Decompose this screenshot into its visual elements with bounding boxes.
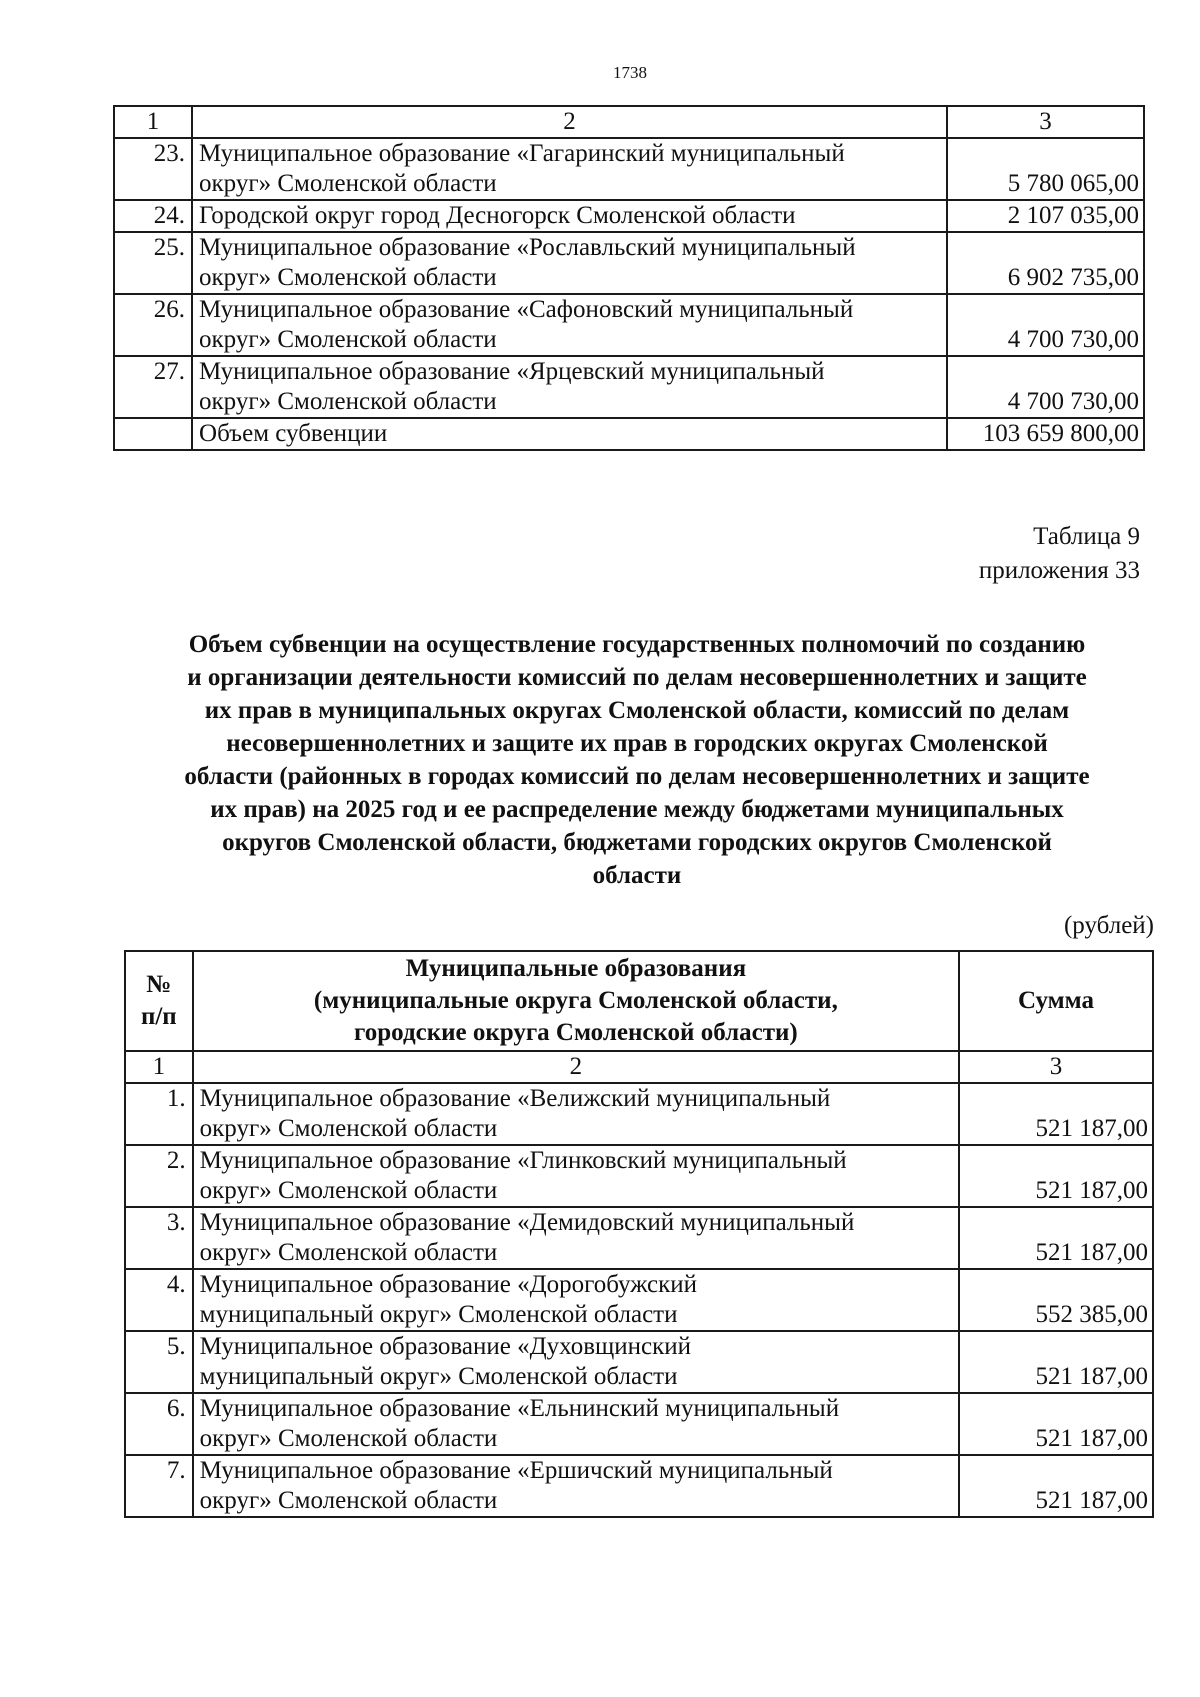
header-line: №	[146, 971, 172, 998]
table-row	[125, 1455, 1153, 1517]
table-row	[114, 200, 1144, 232]
row-name-line: Муниципальное образование «Рославльский муниципальный	[199, 234, 856, 261]
row-name-line: Муниципальное образование «Гагаринский муниципальный	[199, 140, 845, 167]
header-line: городские округа Смоленской области)	[354, 1019, 798, 1046]
row-sum: 552 385,00	[959, 1269, 1153, 1331]
row-number: 6.	[125, 1393, 193, 1455]
row-sum: 4 700 730,00	[947, 294, 1144, 356]
table-row	[125, 1331, 1153, 1393]
row-name-line: округ» Смоленской области	[199, 1425, 498, 1452]
document-title	[112, 628, 1162, 892]
column-number: 1	[114, 106, 192, 138]
row-sum: 521 187,00	[959, 1455, 1153, 1517]
table-row	[114, 294, 1144, 356]
column-number: 3	[959, 1051, 1153, 1083]
total-empty-cell	[114, 418, 192, 450]
title-line: области	[592, 862, 682, 889]
row-name-line: Муниципальное образование «Дорогобужский	[199, 1271, 698, 1298]
row-name-line: Муниципальное образование «Ельнинский муниципальный	[199, 1395, 840, 1422]
row-sum: 521 187,00	[959, 1331, 1153, 1393]
header-line: Муниципальные образования	[405, 955, 747, 982]
row-name-line: Муниципальное образование «Глинковский муниципальный	[199, 1147, 847, 1174]
row-name-line: Муниципальное образование «Ершичский муниципальный	[199, 1457, 833, 1484]
row-number: 2.	[125, 1145, 193, 1207]
row-name-line: Муниципальное образование «Сафоновский муниципальный	[199, 296, 854, 323]
row-name	[192, 138, 947, 200]
row-number: 7.	[125, 1455, 193, 1517]
row-number: 25.	[114, 232, 192, 294]
row-number: 26.	[114, 294, 192, 356]
row-number: 5.	[125, 1331, 193, 1393]
page-number: 1738	[613, 63, 647, 82]
row-name	[193, 1145, 959, 1207]
header-line: (муниципальные округа Смоленской области,	[313, 987, 838, 1014]
row-name-line: Муниципальное образование «Демидовский муниципальный	[199, 1209, 855, 1236]
row-number: 27.	[114, 356, 192, 418]
total-row	[114, 418, 1144, 450]
row-number: 4.	[125, 1269, 193, 1331]
column-number: 3	[947, 106, 1144, 138]
row-name-line: округ» Смоленской области	[199, 1487, 498, 1514]
row-sum: 521 187,00	[959, 1393, 1153, 1455]
title-line: округов Смоленской области, бюджетами городских округов Смоленской	[222, 829, 1052, 856]
table-row	[125, 1207, 1153, 1269]
row-sum: 521 187,00	[959, 1145, 1153, 1207]
row-number: 1.	[125, 1083, 193, 1145]
row-name-line: округ» Смоленской области	[199, 170, 497, 197]
row-name-line: округ» Смоленской области	[199, 1177, 498, 1204]
row-sum: 521 187,00	[959, 1207, 1153, 1269]
table-row	[114, 356, 1144, 418]
row-sum: 521 187,00	[959, 1083, 1153, 1145]
row-sum: 5 780 065,00	[947, 138, 1144, 200]
title-line: несовершеннолетних и защите их прав в городских округах Смоленской	[226, 730, 1048, 757]
row-name-line: округ» Смоленской области	[199, 1115, 498, 1142]
column-number: 2	[193, 1051, 959, 1083]
table-column-numbers	[114, 106, 1144, 138]
total-label: Объем субвенции	[192, 418, 947, 450]
header-municipality	[193, 951, 959, 1051]
row-name	[193, 1393, 959, 1455]
row-name	[192, 356, 947, 418]
row-sum: 2 107 035,00	[947, 200, 1144, 232]
total-sum: 103 659 800,00	[947, 418, 1144, 450]
continuation-table	[113, 105, 1145, 451]
row-name	[193, 1331, 959, 1393]
header-sum: Сумма	[959, 951, 1153, 1051]
row-name-line: Муниципальное образование «Духовщинский	[199, 1333, 692, 1360]
row-name	[193, 1269, 959, 1331]
row-name-line: Муниципальное образование «Ярцевский муниципальный	[199, 358, 825, 385]
row-sum: 6 902 735,00	[947, 232, 1144, 294]
table-row	[125, 1083, 1153, 1145]
header-number	[125, 951, 193, 1051]
row-number: 3.	[125, 1207, 193, 1269]
row-name	[193, 1455, 959, 1517]
distribution-table	[124, 950, 1154, 1518]
table-row	[125, 1145, 1153, 1207]
row-name-line: муниципальный округ» Смоленской области	[199, 1301, 678, 1328]
table-row	[114, 232, 1144, 294]
row-name-line: округ» Смоленской области	[199, 326, 497, 353]
row-name-line: округ» Смоленской области	[199, 1239, 498, 1266]
header-line: п/п	[140, 1003, 177, 1030]
column-number: 2	[192, 106, 947, 138]
table-column-numbers	[125, 1051, 1153, 1083]
row-name	[192, 294, 947, 356]
column-number: 1	[125, 1051, 193, 1083]
units-label: (рублей)	[1063, 912, 1154, 939]
title-line: и организации деятельности комиссий по делам несовершеннолетних и защите	[187, 664, 1087, 691]
row-name-line: округ» Смоленской области	[199, 264, 497, 291]
row-name	[192, 232, 947, 294]
title-line: Объем субвенции на осуществление государственных полномочий по созданию	[188, 631, 1086, 658]
row-name-line: муниципальный округ» Смоленской области	[199, 1363, 678, 1390]
table-row	[125, 1269, 1153, 1331]
row-number: 23.	[114, 138, 192, 200]
row-name: Городской округ город Десногорск Смоленской области	[192, 200, 947, 232]
title-line: их прав) на 2025 год и ее распределение между бюджетами муниципальных	[210, 796, 1064, 823]
table-caption-line: Таблица 9	[1033, 523, 1140, 550]
row-name-line: Муниципальное образование «Велижский муниципальный	[199, 1085, 831, 1112]
table-row	[114, 138, 1144, 200]
table-row	[125, 1393, 1153, 1455]
row-name	[193, 1083, 959, 1145]
table-caption-line: приложения 33	[978, 557, 1140, 584]
row-number: 24.	[114, 200, 192, 232]
title-line: их прав в муниципальных округах Смоленской области, комиссий по делам	[204, 697, 1070, 724]
row-sum: 4 700 730,00	[947, 356, 1144, 418]
row-name-line: округ» Смоленской области	[199, 388, 497, 415]
table-caption	[979, 520, 1140, 588]
table-header-row	[125, 951, 1153, 1051]
row-name	[193, 1207, 959, 1269]
title-line: области (районных в городах комиссий по делам несовершеннолетних и защите	[184, 763, 1090, 790]
